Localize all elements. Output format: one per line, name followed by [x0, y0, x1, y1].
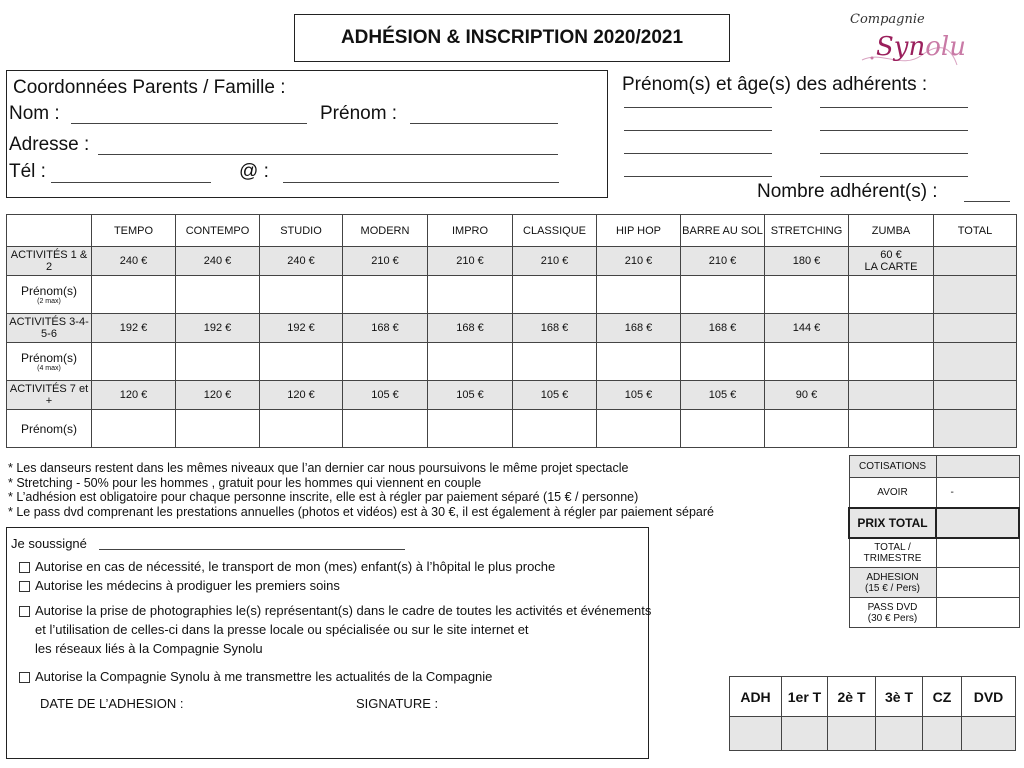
- price-cell: 210 €: [428, 247, 513, 276]
- price-cell: 120 €: [176, 381, 260, 410]
- codes-value-row: [730, 717, 1016, 751]
- summary-table: [848, 455, 1020, 628]
- price-cell: 105 €: [513, 381, 597, 410]
- code-header: ADH: [730, 677, 782, 717]
- price-cell: 168 €: [681, 314, 765, 343]
- price-cell: 168 €: [428, 314, 513, 343]
- consent-checkbox[interactable]: [19, 672, 30, 683]
- table-row: [7, 276, 1017, 314]
- input-cell[interactable]: [513, 343, 597, 381]
- parents-info-box: [6, 70, 608, 198]
- price-cell: 240 €: [260, 247, 343, 276]
- price-cell: 210 €: [343, 247, 428, 276]
- consent-item: Autorise en cas de nécessité, le transport de mon (mes) enfant(s) à l’hôpital le plus proche: [35, 559, 556, 574]
- table-row: [7, 314, 1017, 343]
- header-cell: HIP HOP: [597, 215, 681, 247]
- price-cell: 144 €: [765, 314, 849, 343]
- input-cell[interactable]: [428, 410, 513, 448]
- codes-table: [729, 676, 1016, 751]
- company-logo: [842, 10, 966, 80]
- cotisations-label: COTISATIONS: [849, 456, 936, 478]
- price-cell: 90 €: [765, 381, 849, 410]
- tel-field[interactable]: [51, 182, 211, 183]
- input-cell[interactable]: [176, 276, 260, 314]
- zumba-cell: [849, 381, 934, 410]
- price-cell: 120 €: [92, 381, 176, 410]
- input-cell[interactable]: [681, 276, 765, 314]
- price-cell: 168 €: [597, 314, 681, 343]
- input-cell[interactable]: [260, 276, 343, 314]
- consent-item: Autorise la prise de photographies le(s) représentant(s) dans le cadre de toutes les activités et événements: [35, 603, 652, 618]
- prenom-label: Prénom :: [320, 103, 398, 124]
- adherent-line[interactable]: [820, 176, 968, 177]
- summary-row: [849, 598, 1019, 628]
- logo-line2: Synolu: [876, 32, 966, 62]
- consent-item: Autorise la Compagnie Synolu à me transmettre les actualités de la Compagnie: [35, 669, 493, 684]
- code-cell[interactable]: [782, 717, 828, 751]
- input-cell[interactable]: [513, 276, 597, 314]
- table-row: [7, 343, 1017, 381]
- input-cell[interactable]: [428, 343, 513, 381]
- table-row: [7, 410, 1017, 448]
- date-adhesion-label: DATE DE L’ADHESION :: [40, 696, 184, 711]
- code-cell[interactable]: [962, 717, 1016, 751]
- summary-row: [849, 456, 1019, 478]
- row-label: Prénom(s) (2 max): [7, 276, 92, 314]
- price-cell: 168 €: [513, 314, 597, 343]
- note-item: * Les danseurs restent dans les mêmes niveaux que l’an dernier car nous poursuivons le même projet spectacle: [8, 461, 629, 475]
- code-cell[interactable]: [828, 717, 876, 751]
- input-cell[interactable]: [343, 410, 428, 448]
- header-cell: MODERN: [343, 215, 428, 247]
- price-cell: 240 €: [176, 247, 260, 276]
- price-cell: 105 €: [681, 381, 765, 410]
- price-cell: 105 €: [597, 381, 681, 410]
- consent-item-line: et l’utilisation de celles-ci dans la presse locale ou spécialisée ou sur le site internet et: [35, 622, 529, 637]
- code-cell[interactable]: [876, 717, 923, 751]
- input-cell[interactable]: [597, 276, 681, 314]
- price-cell: 105 €: [343, 381, 428, 410]
- price-cell: 180 €: [765, 247, 849, 276]
- row-label: ACTIVITÉS 3-4-5-6: [7, 314, 92, 343]
- nombre-adherents-field[interactable]: [964, 201, 1010, 202]
- input-cell[interactable]: [849, 343, 934, 381]
- input-cell[interactable]: [681, 410, 765, 448]
- price-cell: 168 €: [343, 314, 428, 343]
- header-cell: TOTAL: [934, 215, 1017, 247]
- total-trimestre-label: TOTAL / TRIMESTRE: [849, 538, 936, 568]
- row-label: ACTIVITÉS 7 et +: [7, 381, 92, 410]
- summary-row: [849, 478, 1019, 508]
- input-cell[interactable]: [92, 276, 176, 314]
- consent-checkbox[interactable]: [19, 606, 30, 617]
- header-cell: STUDIO: [260, 215, 343, 247]
- header-cell: CONTEMPO: [176, 215, 260, 247]
- avoir-label: AVOIR: [849, 478, 936, 508]
- table-row: [7, 247, 1017, 276]
- price-cell: 210 €: [681, 247, 765, 276]
- adherent-line[interactable]: [820, 107, 968, 108]
- input-cell[interactable]: [597, 343, 681, 381]
- total-cell[interactable]: [934, 247, 1017, 276]
- notes-list: [8, 461, 714, 519]
- prix-total-label: PRIX TOTAL: [849, 508, 936, 538]
- input-cell[interactable]: [260, 410, 343, 448]
- adhesion-label: ADHESION (15 € / Pers): [849, 568, 936, 598]
- input-cell[interactable]: [849, 410, 934, 448]
- summary-row: [849, 538, 1019, 568]
- email-field[interactable]: [283, 182, 559, 183]
- input-cell[interactable]: [92, 343, 176, 381]
- input-cell[interactable]: [176, 343, 260, 381]
- pricing-table: [6, 214, 1017, 448]
- input-cell[interactable]: [597, 410, 681, 448]
- header-cell: BARRE AU SOL: [681, 215, 765, 247]
- code-header: 2è T: [828, 677, 876, 717]
- row-label: Prénom(s) (4 max): [7, 343, 92, 381]
- price-cell: 120 €: [260, 381, 343, 410]
- price-cell: 105 €: [428, 381, 513, 410]
- price-cell: 192 €: [92, 314, 176, 343]
- pass-dvd-label: PASS DVD (30 € Pers): [849, 598, 936, 628]
- note-item: * Le pass dvd comprenant les prestations annuelles (photos et vidéos) est à 30 €, il est également à régler par paiement séparé: [8, 504, 714, 519]
- header-cell: TEMPO: [92, 215, 176, 247]
- input-cell[interactable]: [176, 410, 260, 448]
- row-label: Prénom(s): [7, 410, 92, 448]
- header-cell: [7, 215, 92, 247]
- price-cell: 210 €: [597, 247, 681, 276]
- consent-item-line: les réseaux liés à la Compagnie Synolu: [35, 641, 263, 656]
- soussigne-field[interactable]: [99, 549, 405, 550]
- header-cell: IMPRO: [428, 215, 513, 247]
- consent-box: [6, 527, 652, 759]
- note-item: * L’adhésion est obligatoire pour chaque personne inscrite, elle est à régler par paiement séparé (15 € / personne): [8, 490, 639, 504]
- summary-row: [849, 508, 1019, 538]
- table-row: [7, 381, 1017, 410]
- header-cell: CLASSIQUE: [513, 215, 597, 247]
- code-header: DVD: [962, 677, 1016, 717]
- price-cell: 210 €: [513, 247, 597, 276]
- total-cell[interactable]: [934, 410, 1017, 448]
- input-cell[interactable]: [260, 343, 343, 381]
- consent-item: Autorise les médecins à prodiguer les premiers soins: [35, 578, 340, 593]
- code-cell[interactable]: [923, 717, 962, 751]
- adherent-line[interactable]: [624, 153, 772, 154]
- table-header-row: [7, 215, 1017, 247]
- input-cell[interactable]: [513, 410, 597, 448]
- input-cell[interactable]: [428, 276, 513, 314]
- adherent-line[interactable]: [624, 107, 772, 108]
- input-cell[interactable]: [681, 343, 765, 381]
- parents-heading: Coordonnées Parents / Famille :: [13, 77, 286, 98]
- note-item: * Stretching - 50% pour les hommes , gratuit pour les hommes qui viennent en couple: [8, 475, 482, 490]
- nom-field[interactable]: [71, 123, 307, 124]
- adherents-heading: Prénom(s) et âge(s) des adhérents :: [622, 74, 928, 95]
- code-header: CZ: [923, 677, 962, 717]
- consent-checkbox[interactable]: [19, 562, 30, 573]
- adhesion-value[interactable]: [936, 568, 1019, 598]
- pass-dvd-value[interactable]: [936, 598, 1019, 628]
- total-cell[interactable]: [934, 276, 1017, 314]
- input-cell[interactable]: [343, 276, 428, 314]
- total-cell[interactable]: [934, 381, 1017, 410]
- input-cell[interactable]: [849, 276, 934, 314]
- code-cell[interactable]: [730, 717, 782, 751]
- input-cell[interactable]: [765, 410, 849, 448]
- adherent-line[interactable]: [820, 130, 968, 131]
- avoir-value[interactable]: -: [936, 478, 1019, 508]
- zumba-cell: [849, 314, 934, 343]
- header-cell: ZUMBA: [849, 215, 934, 247]
- input-cell[interactable]: [92, 410, 176, 448]
- price-cell: 192 €: [260, 314, 343, 343]
- price-cell: 240 €: [92, 247, 176, 276]
- prenom-field[interactable]: [410, 123, 558, 124]
- summary-row: [849, 568, 1019, 598]
- signature-label: SIGNATURE :: [356, 696, 439, 711]
- input-cell[interactable]: [765, 276, 849, 314]
- total-trimestre-value[interactable]: [936, 538, 1019, 568]
- codes-header-row: [730, 677, 1016, 717]
- nom-label: Nom :: [9, 103, 60, 124]
- total-cell[interactable]: [934, 343, 1017, 381]
- email-label: @ :: [239, 161, 269, 182]
- adresse-label: Adresse :: [9, 134, 90, 155]
- code-header: 3è T: [876, 677, 923, 717]
- page-title: ADHÉSION & INSCRIPTION 2020/2021: [294, 14, 730, 62]
- cotisations-value[interactable]: [936, 456, 1019, 478]
- input-cell[interactable]: [343, 343, 428, 381]
- header-cell: STRETCHING: [765, 215, 849, 247]
- logo-line1: Compagnie: [850, 12, 925, 27]
- code-header: 1er T: [782, 677, 828, 717]
- adresse-field[interactable]: [98, 154, 558, 155]
- adherent-line[interactable]: [624, 176, 772, 177]
- input-cell[interactable]: [765, 343, 849, 381]
- prix-total-value[interactable]: [936, 508, 1019, 538]
- total-cell[interactable]: [934, 314, 1017, 343]
- zumba-price-cell: 60 € LA CARTE: [849, 247, 934, 276]
- row-label: ACTIVITÉS 1 & 2: [7, 247, 92, 276]
- consent-checkbox[interactable]: [19, 581, 30, 592]
- adherent-line[interactable]: [820, 153, 968, 154]
- price-cell: 192 €: [176, 314, 260, 343]
- nombre-adherents-label: Nombre adhérent(s) :: [757, 181, 938, 202]
- adherent-line[interactable]: [624, 130, 772, 131]
- soussigne-label: Je soussigné: [11, 536, 87, 551]
- tel-label: Tél :: [9, 161, 46, 182]
